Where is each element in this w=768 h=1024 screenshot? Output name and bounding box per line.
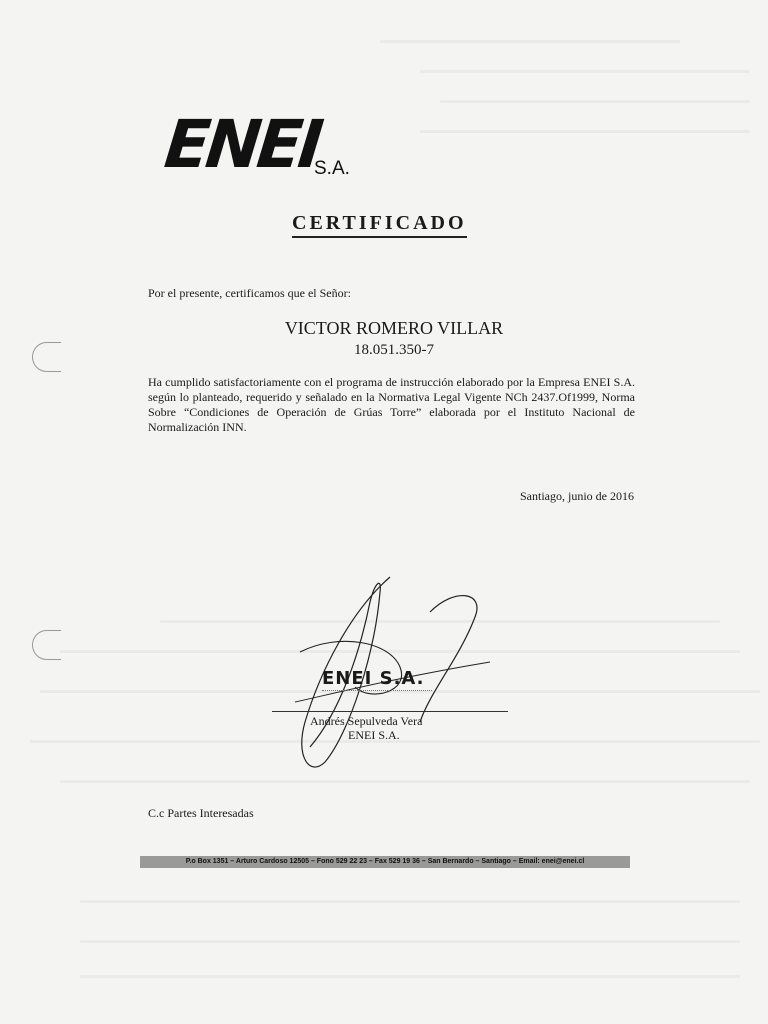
company-logo: ENEI bbox=[161, 106, 324, 183]
person-name: VICTOR ROMERO VILLAR bbox=[284, 318, 504, 338]
bleed-through-line bbox=[380, 40, 680, 43]
footer-contact-bar: P.o Box 1351 – Arturo Cardoso 12505 – Fono 529 22 23 – Fax 529 19 36 – San Bernardo – Santiago – Email: enei@enei.cl bbox=[140, 856, 630, 868]
punch-hole bbox=[32, 630, 61, 660]
bleed-through-line bbox=[420, 70, 750, 73]
bleed-through-line bbox=[420, 130, 750, 133]
place-date: Santiago, junio de 2016 bbox=[520, 489, 634, 503]
intro-text: Por el presente, certificamos que el Señor: bbox=[148, 286, 351, 300]
copy-recipients: C.c Partes Interesadas bbox=[148, 806, 254, 820]
person-id: 18.051.350-7 bbox=[354, 342, 434, 358]
signer-company: ENEI S.A. bbox=[348, 728, 400, 742]
bleed-through-line bbox=[440, 100, 750, 103]
bleed-through-line bbox=[80, 900, 740, 903]
signer-name: Andrés Sepulveda Vera bbox=[310, 714, 423, 728]
signature-line bbox=[272, 711, 508, 712]
company-logo-suffix: S.A. bbox=[314, 158, 350, 179]
stamp-underline bbox=[322, 690, 432, 694]
bleed-through-line bbox=[80, 940, 740, 943]
document-title: CERTIFICADO bbox=[292, 212, 467, 238]
certificate-body: Ha cumplido satisfactoriamente con el programa de instrucción elaborado por la Empresa ENEI S.A. según lo planteado, requerido y señalado en la Normativa Legal Vigente NCh 2437.Of1999, Norma Sobre “Condiciones de Operación de Grúas Torre” elaborada por el Instituto Nacional de Normalización INN. bbox=[148, 375, 635, 434]
company-stamp: ENEI S.A. bbox=[322, 668, 425, 689]
bleed-through-line bbox=[80, 975, 740, 978]
